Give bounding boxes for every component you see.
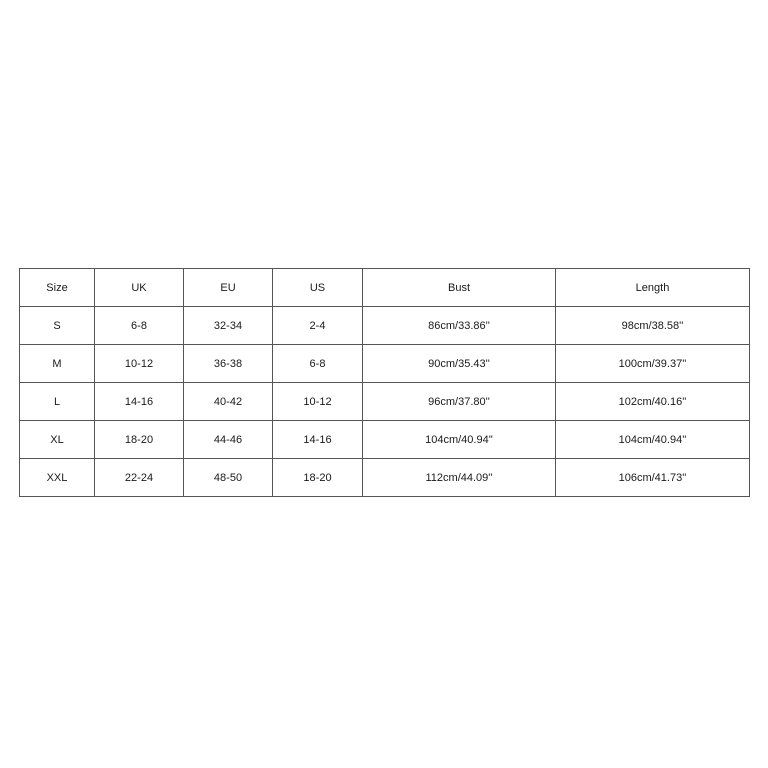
cell-bust: 96cm/37.80'' [363,383,556,421]
cell-bust: 112cm/44.09'' [363,459,556,497]
header-size: Size [20,269,95,307]
size-chart-table [19,268,750,497]
header-row [20,269,750,307]
cell-eu: 44-46 [184,421,273,459]
cell-uk: 18-20 [95,421,184,459]
header-us: US [273,269,363,307]
header-length: Length [556,269,750,307]
cell-bust: 90cm/35.43'' [363,345,556,383]
cell-bust: 104cm/40.94'' [363,421,556,459]
cell-eu: 48-50 [184,459,273,497]
cell-us: 14-16 [273,421,363,459]
table-row [20,307,750,345]
table-row [20,345,750,383]
cell-size: L [20,383,95,421]
cell-us: 2-4 [273,307,363,345]
table-row [20,383,750,421]
header-eu: EU [184,269,273,307]
cell-eu: 32-34 [184,307,273,345]
cell-length: 100cm/39.37'' [556,345,750,383]
cell-bust: 86cm/33.86'' [363,307,556,345]
cell-size: XL [20,421,95,459]
cell-length: 102cm/40.16'' [556,383,750,421]
cell-uk: 14-16 [95,383,184,421]
cell-us: 18-20 [273,459,363,497]
cell-length: 98cm/38.58'' [556,307,750,345]
cell-uk: 22-24 [95,459,184,497]
cell-us: 6-8 [273,345,363,383]
cell-size: M [20,345,95,383]
cell-size: XXL [20,459,95,497]
header-uk: UK [95,269,184,307]
cell-eu: 36-38 [184,345,273,383]
cell-length: 106cm/41.73'' [556,459,750,497]
cell-uk: 6-8 [95,307,184,345]
cell-eu: 40-42 [184,383,273,421]
cell-size: S [20,307,95,345]
table-row [20,421,750,459]
cell-us: 10-12 [273,383,363,421]
cell-length: 104cm/40.94'' [556,421,750,459]
table-row [20,459,750,497]
header-bust: Bust [363,269,556,307]
cell-uk: 10-12 [95,345,184,383]
